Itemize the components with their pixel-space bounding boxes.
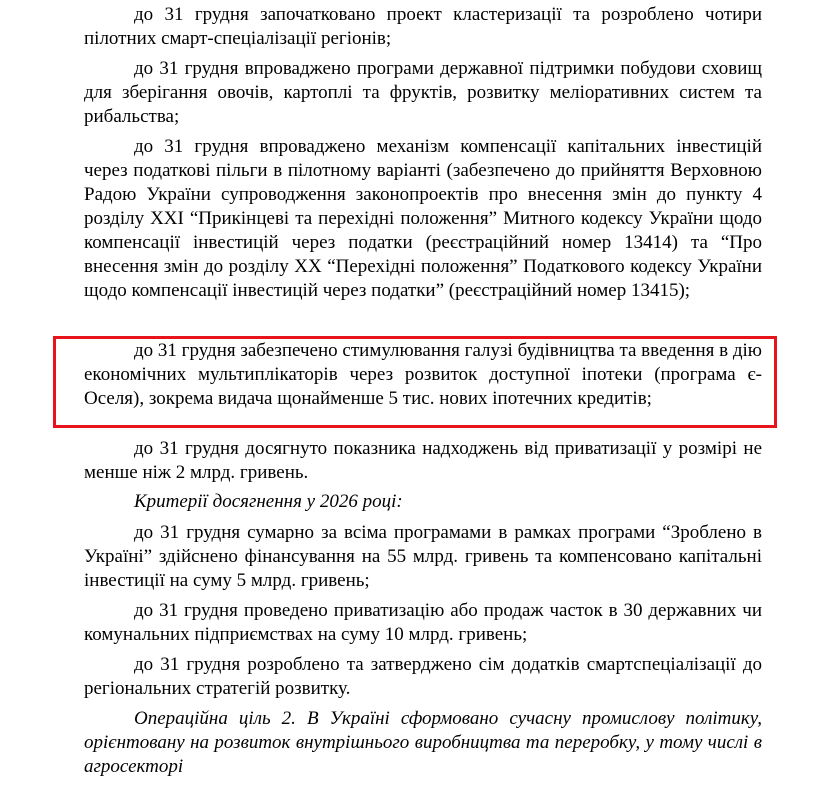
paragraph-privatization-sale: до 31 грудня проведено приватизацію або продаж часток в 30 державних чи комунальних підприємствах на суму 10 млрд. гривень; xyxy=(84,600,762,645)
paragraph-smart-specialization: до 31 грудня розроблено та затверджено сім додатків смартспеціалізації до регіональних стратегій розвитку. xyxy=(84,654,762,699)
paragraph-storage-support: до 31 грудня впроваджено програми державної підтримки побудови сховищ для зберігання овочів, картоплі та фруктів, розвитку меліоративних систем та рибальства; xyxy=(84,58,762,127)
paragraph-investment-compensation: до 31 грудня впроваджено механізм компенсації капітальних інвестицій через податкові пільги в пілотному варіанті (забезпечено до прийняття Верховною Радою України супроводження законопроектів про внесення змін до пункту 4 розділу XXI “Прикінцеві та перехідні положення” Митного кодексу України щодо компенсації інвестицій через податки (реєстраційний номер 13414) та “Про внесення змін до розділу XX “Перехідні положення” Податкового кодексу України щодо компенсації інвестицій через податки” (реєстраційний номер 13415); xyxy=(84,136,762,301)
paragraph-construction-mortgage: до 31 грудня забезпечено стимулювання галузі будівництва та введення в дію економічних мультиплікаторів через розвиток доступної іпотеки (програма є-Оселя), зокрема видача щонайменше 5 тис. нових іпотечних кредитів; xyxy=(84,340,762,409)
section-heading-2026-criteria: Критерії досягнення у 2026 році: xyxy=(134,491,403,512)
paragraph-privatization-revenue: до 31 грудня досягнуто показника надходжень від приватизації у розмірі не менше ніж 2 млрд. гривень. xyxy=(84,438,762,483)
operational-goal-heading: Операційна ціль 2. В Україні сформовано сучасну промислову політику, орієнтовану на розвиток внутрішнього виробництва та переробку, у тому числі в агросекторі xyxy=(84,708,762,777)
paragraph-made-in-ukraine: до 31 грудня сумарно за всіма програмами в рамках програми “Зроблено в Україні” здійснено фінансування на 55 млрд. гривень та компенсовано капітальні інвестиції на суму 5 млрд. гривень; xyxy=(84,522,762,591)
paragraph-clusterization: до 31 грудня започатковано проект кластеризації та розроблено чотири пілотних смарт-спеціалізації регіонів; xyxy=(84,4,762,49)
